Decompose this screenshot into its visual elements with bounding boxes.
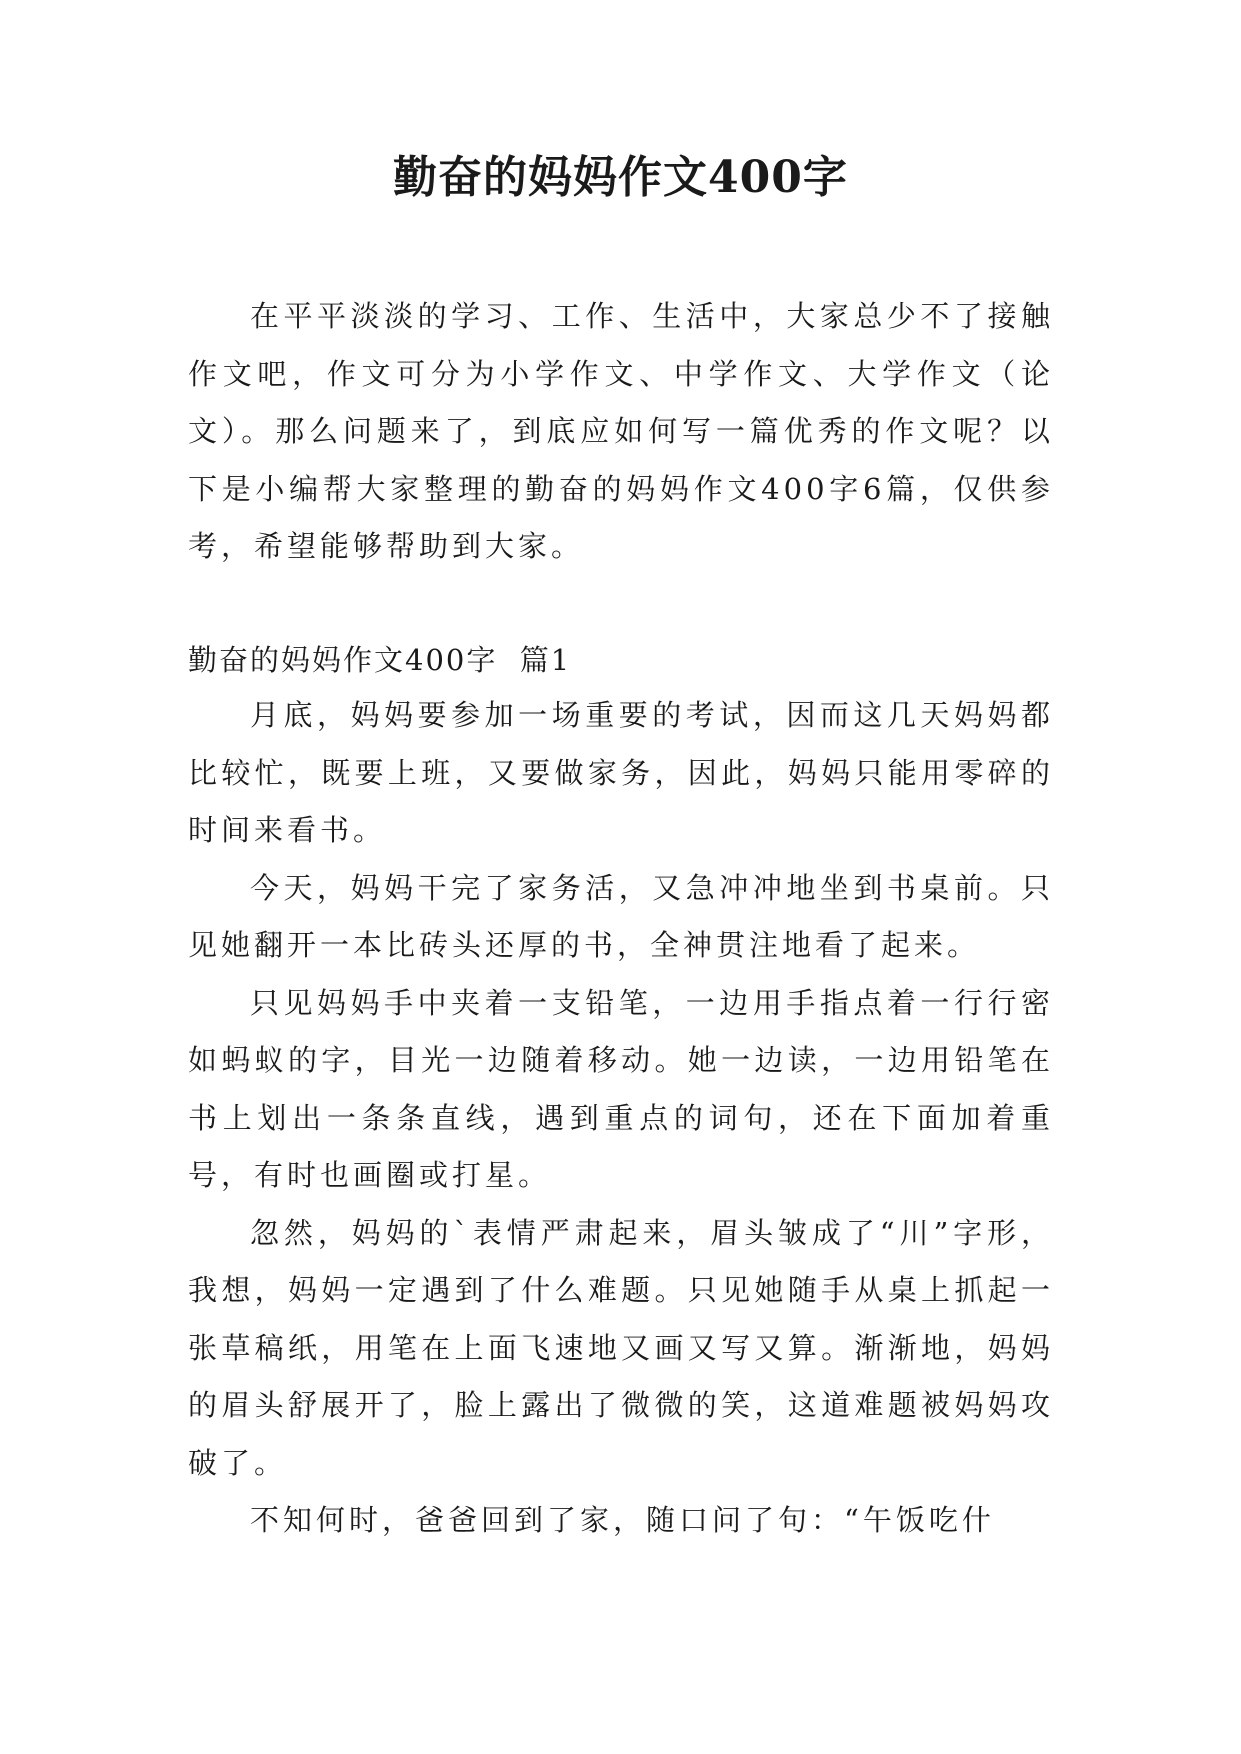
essay-paragraph: 月底，妈妈要参加一场重要的考试，因而这几天妈妈都比较忙，既要上班，又要做家务，因此，妈妈只能用零碎的时间来看书。 [188, 698, 1054, 847]
essay-body [188, 687, 1054, 1550]
intro-section [188, 288, 1054, 576]
essay-paragraph: 今天，妈妈干完了家务活，又急冲冲地坐到书桌前。只见她翻开一本比砖头还厚的书，全神贯注地看了起来。 [188, 870, 1054, 962]
document-title: 勤奋的妈妈作文400字 [393, 152, 848, 203]
essay-paragraph: 不知何时，爸爸回到了家，随口问了句：“午饭吃什 [250, 1503, 995, 1537]
essay-paragraph: 忽然，妈妈的`表情严肃起来，眉头皱成了“川”字形，我想，妈妈一定遇到了什么难题。只见她随手从桌上抓起一张草稿纸，用笔在上面飞速地又画又写又算。渐渐地，妈妈的眉头舒展开了，脸上露出了微微的笑，这道难题被妈妈攻破了。 [188, 1215, 1054, 1480]
section-heading: 勤奋的妈妈作文400字 篇1 [188, 643, 572, 677]
essay-paragraph: 只见妈妈手中夹着一支铅笔，一边用手指点着一行行密如蚂蚁的字，目光一边随着移动。她一边读，一边用铅笔在书上划出一条条直线，遇到重点的词句，还在下面加着重号，有时也画圈或打星。 [188, 985, 1054, 1192]
intro-paragraph: 在平平淡淡的学习、工作、生活中，大家总少不了接触作文吧，作文可分为小学作文、中学作文、大学作文（论文）。那么问题来了，到底应如何写一篇优秀的作文呢？以下是小编帮大家整理的勤奋的妈妈作文400字6篇，仅供参考，希望能够帮助到大家。 [188, 299, 1054, 563]
